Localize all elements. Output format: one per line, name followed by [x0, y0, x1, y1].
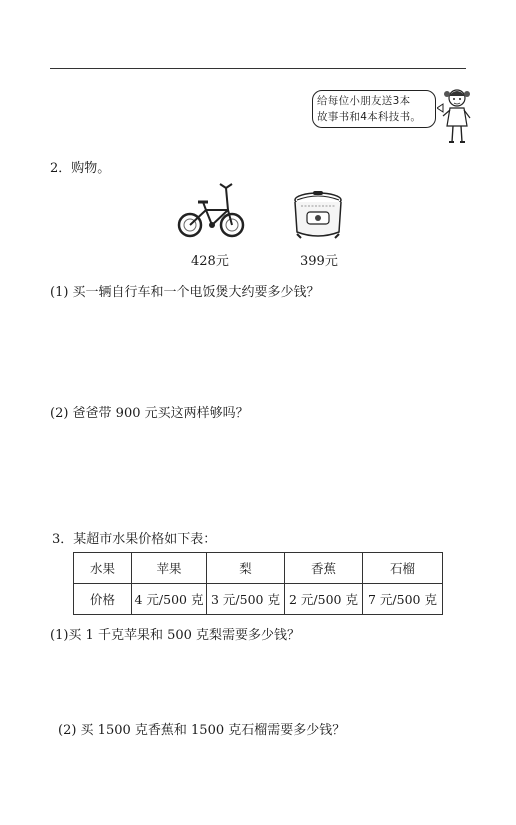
table-cell: 7 元/500 克	[363, 584, 443, 615]
table-cell: 水果	[74, 553, 132, 584]
question-2-title: 2．购物。	[50, 161, 111, 176]
table-row	[74, 584, 443, 615]
table-cell: 香蕉	[285, 553, 363, 584]
question-3-title: 3．某超市水果价格如下表：	[52, 532, 217, 547]
table-cell: 石榴	[363, 553, 443, 584]
fruit-price-table	[73, 552, 443, 615]
table-cell: 4 元/500 克	[132, 584, 207, 615]
table-cell: 梨	[207, 553, 285, 584]
question-3-part-1: (1)买 1 千克苹果和 500 克梨需要多少钱？	[50, 628, 301, 643]
table-header-row	[74, 553, 443, 584]
top-divider	[50, 68, 466, 69]
speech-line-2: 故事书和4本科技书。	[317, 111, 422, 123]
table-cell: 苹果	[132, 553, 207, 584]
girl-illustration	[437, 86, 477, 148]
table-cell: 3 元/500 克	[207, 584, 285, 615]
bicycle-icon	[176, 180, 248, 242]
bicycle-price: 428元	[191, 254, 229, 269]
speech-line-1: 给每位小朋友送3本	[317, 95, 411, 107]
rice-cooker-price: 399元	[300, 254, 338, 269]
table-cell: 2 元/500 克	[285, 584, 363, 615]
question-2-part-1: (1) 买一辆自行车和一个电饭煲大约要多少钱？	[50, 285, 320, 300]
question-3-part-2: (2) 买 1500 克香蕉和 1500 克石榴需要多少钱？	[58, 723, 346, 738]
question-2-part-2: (2) 爸爸带 900 元买这两样够吗？	[50, 406, 249, 421]
table-cell: 价格	[74, 584, 132, 615]
speech-bubble	[312, 90, 436, 128]
rice-cooker-icon	[291, 190, 345, 242]
